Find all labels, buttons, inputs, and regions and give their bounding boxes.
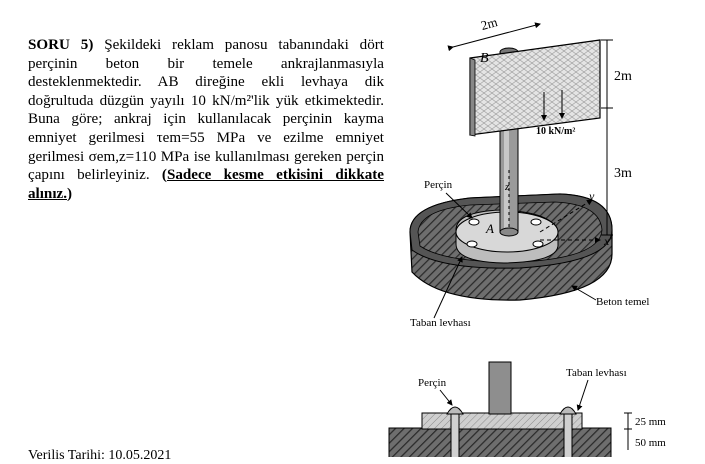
bottom-rivet-label: Perçin xyxy=(418,377,447,389)
bottom-base-plate xyxy=(422,413,582,429)
base-plate-label: Taban levhası xyxy=(410,317,471,329)
rivet-4 xyxy=(533,241,543,247)
dim-concrete-label: 50 mm xyxy=(635,437,666,449)
concrete-label: Beton temel xyxy=(596,296,650,308)
bottom-concrete xyxy=(389,428,611,457)
point-b-label: B xyxy=(480,51,489,66)
dim-plate-label: 25 mm xyxy=(635,416,666,428)
load-label: 10 kN/m² xyxy=(536,126,576,137)
note-text: Sadece kesme etkisini dikkate alınız. xyxy=(28,167,384,202)
height-upper-label: 2m xyxy=(614,69,632,84)
width-label: 2m xyxy=(479,14,500,33)
bottom-dimensions xyxy=(624,413,632,450)
rivet-1 xyxy=(469,219,479,225)
top-figure xyxy=(410,14,649,329)
height-lower-label: 3m xyxy=(614,166,632,181)
axis-z-label: z xyxy=(505,181,510,193)
rivet-2 xyxy=(531,219,541,225)
bottom-pole xyxy=(489,362,511,414)
question-body: Şekildeki reklam panosu tabanındaki dört perçinin beton bir temele ankrajlanmasıyla desteklenmektedir. AB direğine ekli levhaya dik doğrultuda düzgün yayılı 10 kN/m²'lik yük etkimektedir. Buna göre; ankraj için kullanılacak perçinin kayma emniyet gerilmesi τem=55 MPa ve ezilme emniyet gerilmesi σem,z=110 MPa ise kullanılması gereken perçin çapını belirleyiniz. xyxy=(28,37,384,184)
height-dimension xyxy=(601,40,613,235)
axis-y-label: y xyxy=(589,189,595,203)
question-number: SORU 5) xyxy=(28,37,94,53)
rivet-label: Perçin xyxy=(424,179,453,191)
axis-x-label: x xyxy=(604,234,610,248)
point-a-label: A xyxy=(486,221,494,236)
rivet-3 xyxy=(467,241,477,247)
bottom-figure xyxy=(389,362,666,457)
billboard-panel xyxy=(470,40,600,136)
bottom-base-plate-label: Taban levhası xyxy=(566,367,627,379)
question-note: (Sadece kesme etkisini dikkate alınız.) xyxy=(28,167,384,202)
footer-date: Verilis Tarihi: 10.05.2021 xyxy=(28,448,172,463)
